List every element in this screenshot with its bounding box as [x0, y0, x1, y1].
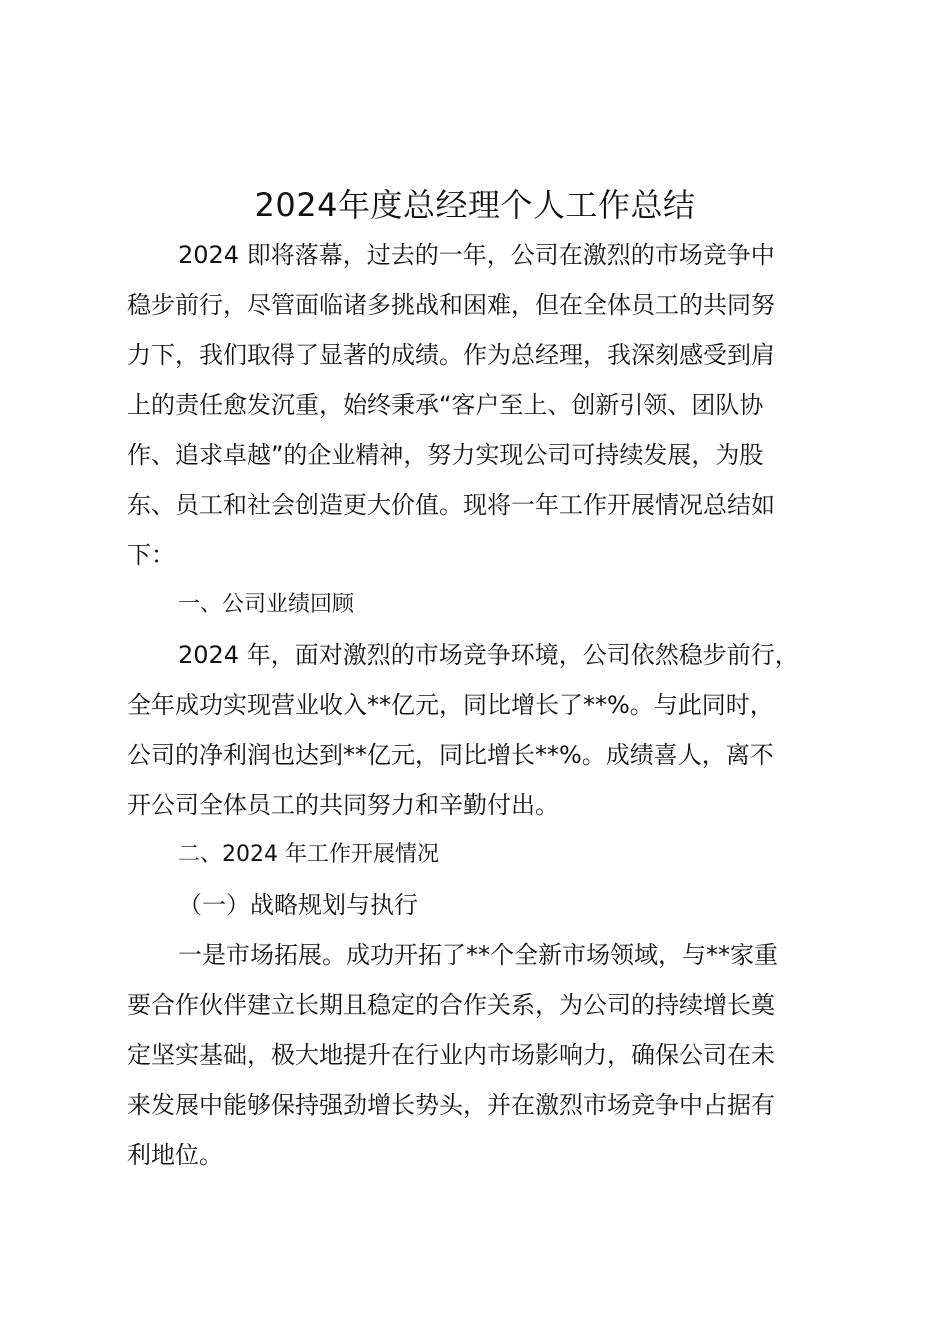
paragraph-line: 一是市场拓展。成功开拓了**个全新市场领域，与**家重	[178, 941, 778, 969]
paragraph-line: 东、员工和社会创造更大价值。现将一年工作开展情况总结如	[127, 491, 775, 519]
paragraph-line: 来发展中能够保持强劲增长势头，并在激烈市场竞争中占据有	[127, 1091, 775, 1119]
paragraph-line: 要合作伙伴建立长期且稳定的合作关系，为公司的持续增长奠	[127, 991, 775, 1019]
paragraph-line: 2024 即将落幕，过去的一年，公司在激烈的市场竞争中	[178, 241, 775, 269]
paragraph-line: 利地位。	[127, 1141, 223, 1169]
paragraph-line: 开公司全体员工的共同努力和辛勤付出。	[127, 791, 559, 819]
subsection-heading: （一）战略规划与执行	[178, 891, 418, 919]
paragraph-line: 上的责任愈发沉重，始终秉承“客户至上、创新引领、团队协	[127, 391, 764, 419]
document-body	[127, 230, 847, 1180]
paragraph-line: 公司的净利润也达到**亿元，同比增长**%。成绩喜人，离不	[127, 741, 774, 769]
paragraph-line: 全年成功实现营业收入**亿元，同比增长了**%。与此同时，	[127, 691, 774, 719]
paragraph-line: 2024 年，面对激烈的市场竞争环境，公司依然稳步前行，	[178, 641, 799, 669]
paragraph-line: 作、追求卓越”的企业精神，努力实现公司可持续发展，为股	[127, 441, 764, 469]
document-title: 2024年度总经理个人工作总结	[254, 186, 696, 224]
section-heading: 二、2024 年工作开展情况	[178, 842, 439, 867]
paragraph-line: 力下，我们取得了显著的成绩。作为总经理，我深刻感受到肩	[127, 341, 775, 369]
section-heading: 一、公司业绩回顾	[178, 592, 355, 617]
paragraph-line: 定坚实基础，极大地提升在行业内市场影响力，确保公司在未	[127, 1041, 775, 1069]
paragraph-line: 下：	[127, 541, 175, 569]
paragraph-line: 稳步前行，尽管面临诸多挑战和困难，但在全体员工的共同努	[127, 291, 775, 319]
